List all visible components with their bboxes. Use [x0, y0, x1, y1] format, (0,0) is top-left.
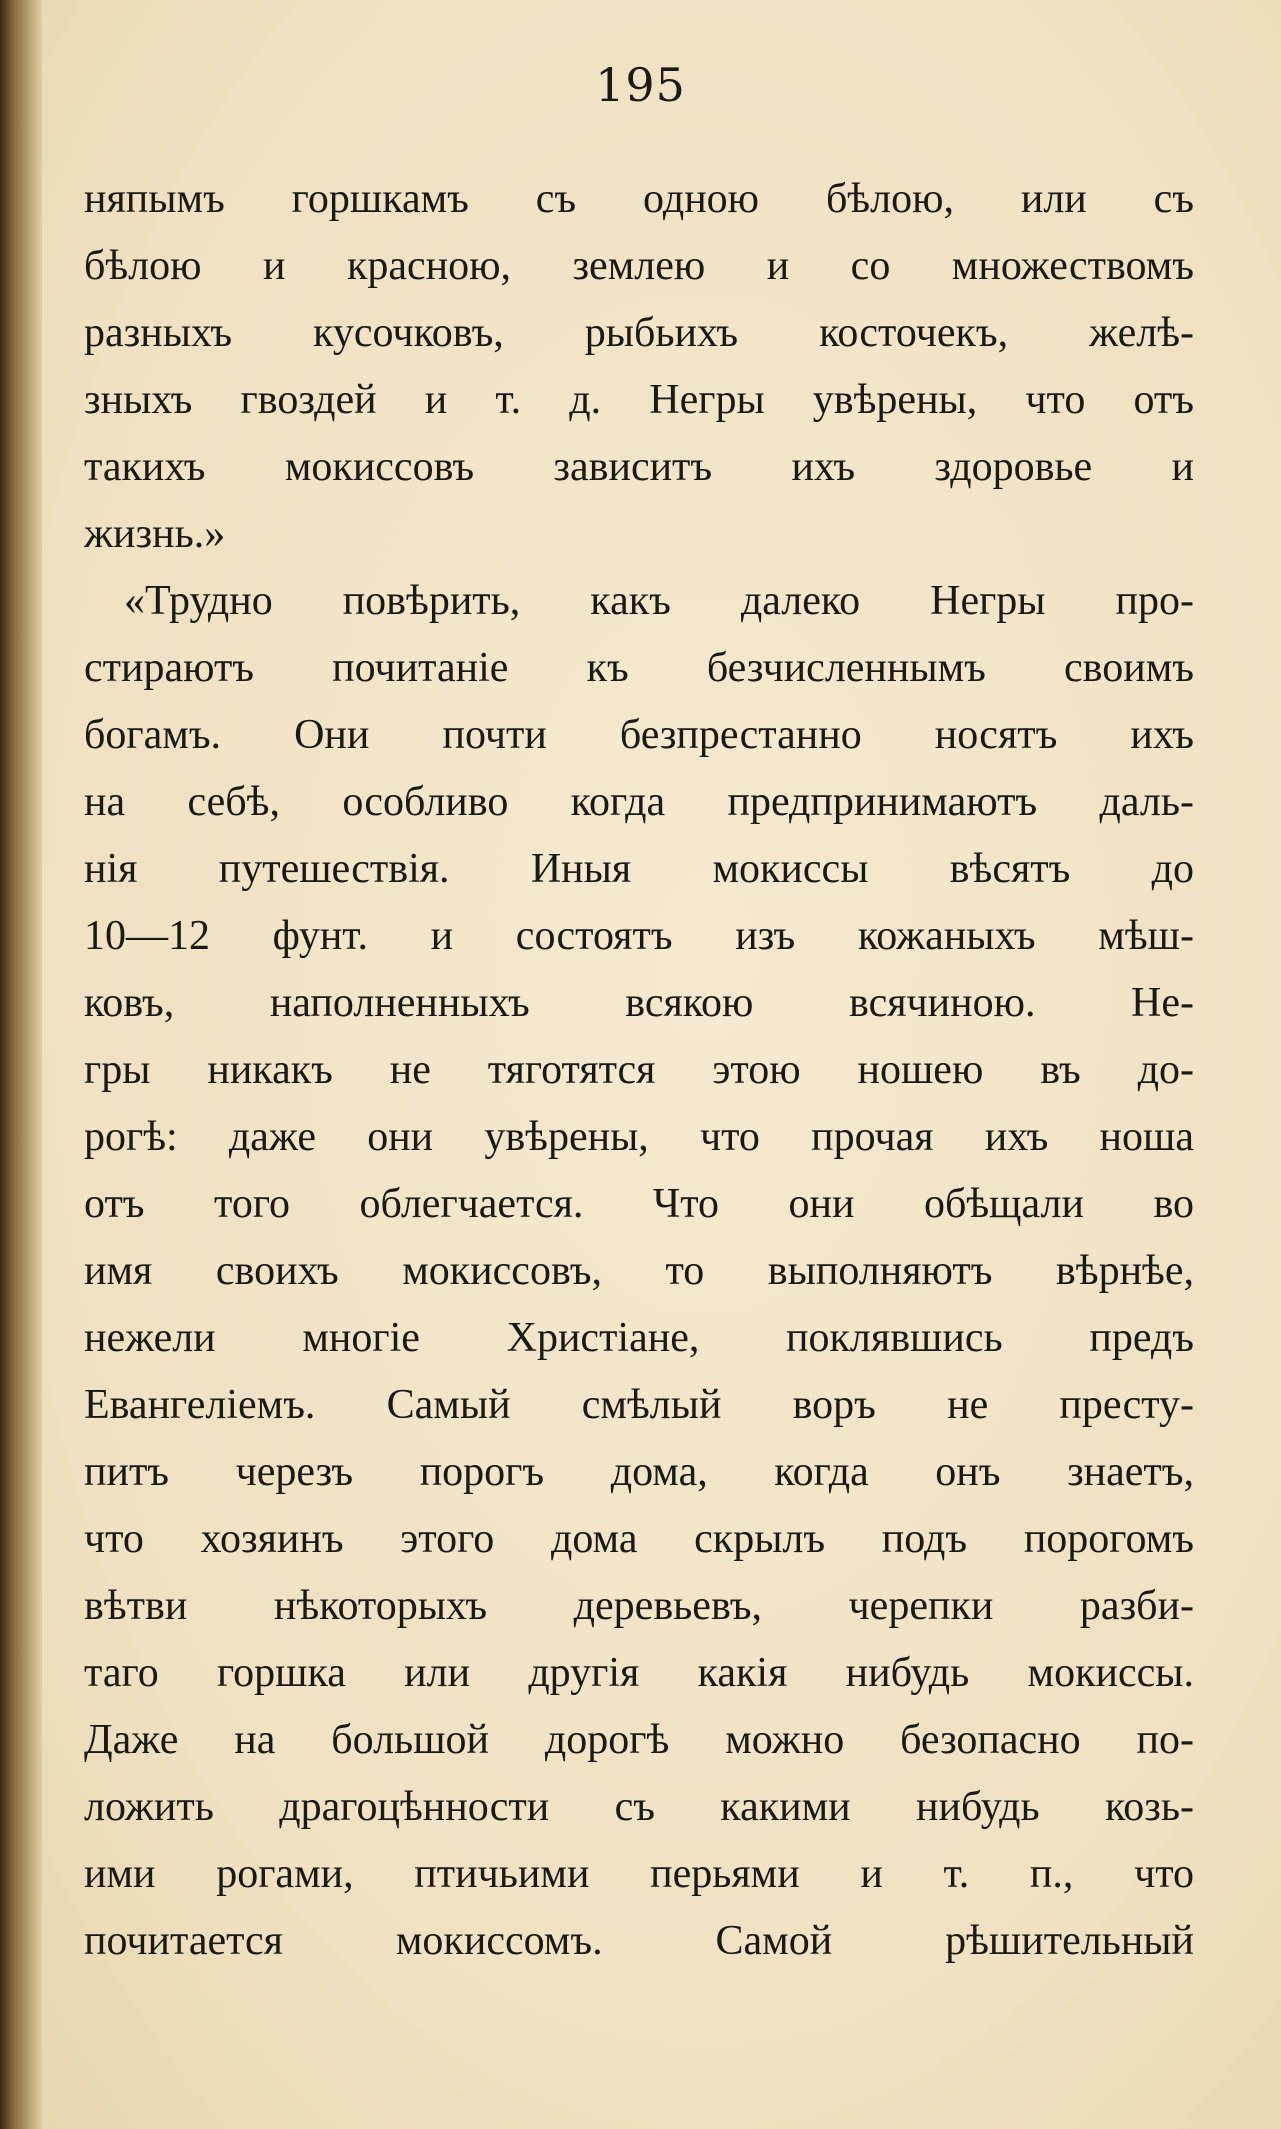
text-line: Евангеліемъ. Самый смѣлый воръ не престу- — [84, 1382, 1194, 1428]
text-line: нія путешествія. Иныя мокиссы вѣсятъ до — [84, 846, 1194, 892]
text-line: таго горшка или другія какія нибудь мокиссы. — [84, 1650, 1194, 1696]
text-line: гры никакъ не тяготятся этою ношею въ до- — [84, 1047, 1194, 1093]
text-line: ковъ, наполненныхъ всякою всячиною. Не- — [84, 980, 1194, 1026]
text-line: жизнь.» — [84, 511, 226, 557]
text-line: отъ того облегчается. Что они обѣщали во — [84, 1181, 1194, 1227]
text-line: богамъ. Они почти безпрестанно носятъ ихъ — [84, 712, 1194, 758]
text-line: вѣтви нѣкоторыхъ деревьевъ, черепки разби- — [84, 1583, 1194, 1629]
text-line: зныхъ гвоздей и т. д. Негры увѣрены, что отъ — [84, 377, 1194, 423]
text-line: Даже на большой дорогѣ можно безопасно по- — [84, 1717, 1194, 1763]
text-line: питъ черезъ порогъ дома, когда онъ знаетъ, — [84, 1449, 1194, 1495]
text-line: на себѣ, особливо когда предпринимаютъ даль- — [84, 779, 1194, 825]
text-line: 10—12 фунт. и состоятъ изъ кожаныхъ мѣш- — [84, 913, 1194, 959]
text-line: почитается мокиссомъ. Самой рѣшительный — [84, 1918, 1194, 1964]
text-line: нежели многіе Христіане, поклявшись предъ — [84, 1315, 1194, 1361]
text-line: такихъ мокиссовъ зависитъ ихъ здоровье и — [84, 444, 1194, 490]
text-line: рогѣ: даже они увѣрены, что прочая ихъ ноша — [84, 1114, 1194, 1160]
text-line: бѣлою и красною, землею и со множествомъ — [84, 243, 1194, 289]
text-line: «Трудно повѣрить, какъ далеко Негры про- — [124, 578, 1194, 624]
text-line: имя своихъ мокиссовъ, то выполняютъ вѣрнѣе, — [84, 1248, 1194, 1294]
text-line: разныхъ кусочковъ, рыбьихъ косточекъ, желѣ- — [84, 310, 1194, 356]
text-line: ложить драгоцѣнности съ какими нибудь козь- — [84, 1784, 1194, 1830]
page-number: 195 — [595, 58, 686, 112]
body-text — [84, 166, 1194, 1975]
text-line: что хозяинъ этого дома скрылъ подъ порогомъ — [84, 1516, 1194, 1562]
spine-shadow — [0, 0, 42, 2129]
text-line: стираютъ почитаніе къ безчисленнымъ своимъ — [84, 645, 1194, 691]
text-line: ими рогами, птичьими перьями и т. п., что — [84, 1851, 1194, 1897]
text-line: няпымъ горшкамъ съ одною бѣлою, или съ — [84, 176, 1194, 222]
